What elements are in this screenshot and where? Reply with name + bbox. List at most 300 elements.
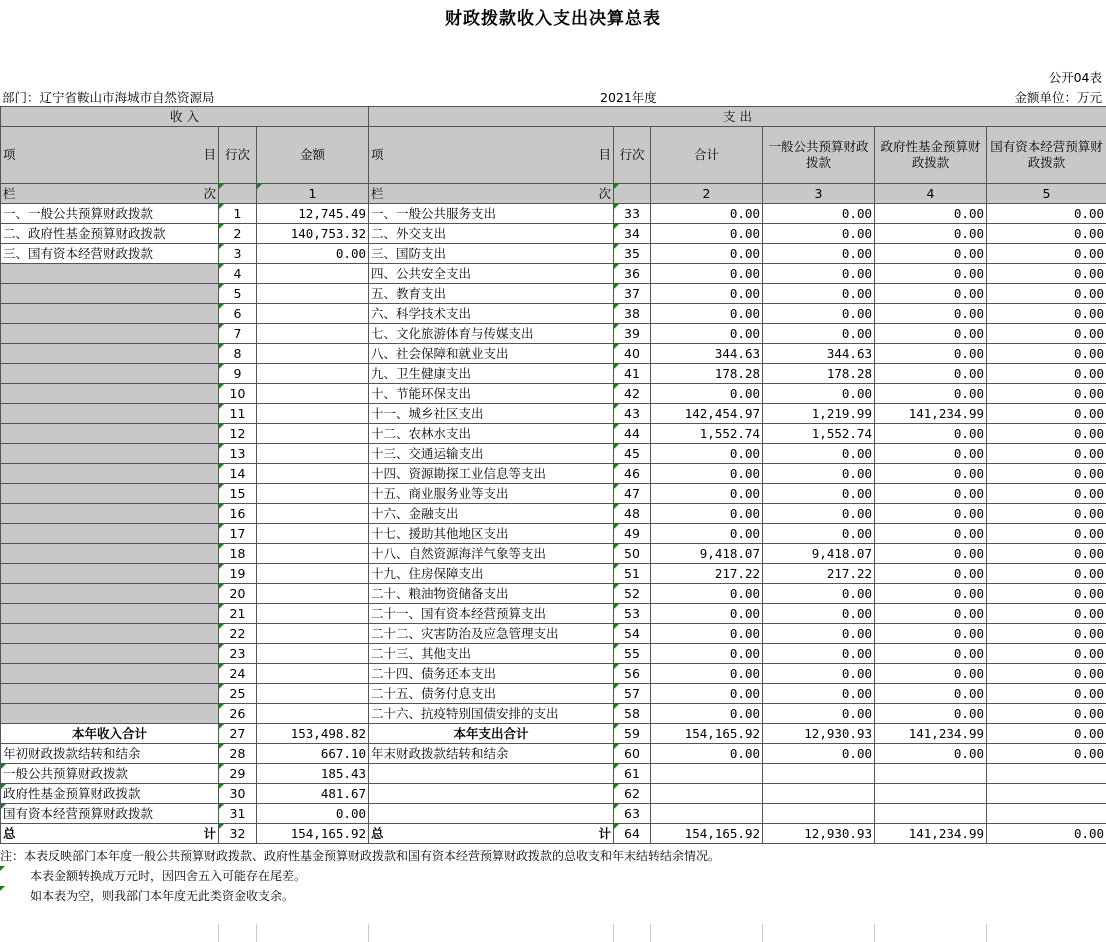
income-amount	[257, 464, 369, 484]
expense-row-number: 52	[614, 584, 651, 604]
note-2: 本表金额转换成万元时，因四舍五入可能存在尾差。	[0, 866, 720, 886]
fund-budget-amount	[875, 804, 987, 824]
expense-row-number: 63	[614, 804, 651, 824]
expense-row-number: 44	[614, 424, 651, 444]
budget-table	[0, 106, 1106, 844]
expense-row-number: 41	[614, 364, 651, 384]
page-title: 财政拨款收入支出决算总表	[445, 9, 661, 29]
table-row	[1, 224, 1106, 244]
state-capital-amount: 0.00	[987, 244, 1106, 264]
income-amount	[257, 444, 369, 464]
income-item	[1, 404, 219, 424]
general-budget-amount: 0.00	[763, 384, 875, 404]
income-row-number: 12	[219, 424, 257, 444]
income-item	[1, 584, 219, 604]
header-row-sections	[1, 107, 1106, 127]
expense-section-header: 支 出	[369, 107, 1106, 127]
state-capital-amount: 0.00	[987, 724, 1106, 744]
table-row	[1, 784, 1106, 804]
expense-item-header: 项 目	[369, 127, 614, 184]
expense-item: 二十四、债务还本支出	[369, 664, 614, 684]
expense-item: 二十六、抗疫特别国债安排的支出	[369, 704, 614, 724]
income-item: 一般公共预算财政拨款	[1, 764, 219, 784]
income-amount	[257, 404, 369, 424]
state-capital-amount: 0.00	[987, 264, 1106, 284]
total-amount: 0.00	[651, 284, 763, 304]
total-amount: 0.00	[651, 664, 763, 684]
state-capital-amount: 0.00	[987, 544, 1106, 564]
table-row	[1, 264, 1106, 284]
income-row-number: 14	[219, 464, 257, 484]
fund-budget-amount: 0.00	[875, 464, 987, 484]
general-budget-amount: 0.00	[763, 584, 875, 604]
total-amount: 154,165.92	[651, 724, 763, 744]
income-item	[1, 324, 219, 344]
expense-item: 十一、城乡社区支出	[369, 404, 614, 424]
income-amount: 12,745.49	[257, 204, 369, 224]
fund-budget-amount: 141,234.99	[875, 404, 987, 424]
total-header: 合计	[651, 127, 763, 184]
income-row-number: 18	[219, 544, 257, 564]
total-amount: 0.00	[651, 324, 763, 344]
income-section-header: 收 入	[1, 107, 369, 127]
income-item	[1, 424, 219, 444]
income-amount: 185.43	[257, 764, 369, 784]
income-row-number: 13	[219, 444, 257, 464]
total-amount: 0.00	[651, 224, 763, 244]
general-budget-amount: 0.00	[763, 204, 875, 224]
table-row	[1, 284, 1106, 304]
income-item: 一、一般公共预算财政拨款	[1, 204, 219, 224]
fund-budget-amount: 0.00	[875, 304, 987, 324]
grand-total-row	[1, 824, 1106, 844]
income-row-number: 19	[219, 564, 257, 584]
income-row-number: 20	[219, 584, 257, 604]
table-row	[1, 624, 1106, 644]
income-amount	[257, 664, 369, 684]
table-row	[1, 324, 1106, 344]
note-3: 如本表为空，则我部门本年度无此类资金收支余。	[0, 886, 720, 906]
income-amount	[257, 564, 369, 584]
state-capital-amount: 0.00	[987, 304, 1106, 324]
expense-item: 十四、资源勘探工业信息等支出	[369, 464, 614, 484]
expense-item: 年末财政拨款结转和结余	[369, 744, 614, 764]
state-capital-amount: 0.00	[987, 484, 1106, 504]
fund-budget-amount: 0.00	[875, 644, 987, 664]
general-budget-amount: 0.00	[763, 504, 875, 524]
income-item	[1, 464, 219, 484]
expense-item	[369, 764, 614, 784]
expense-item	[369, 784, 614, 804]
general-budget-amount: 1,219.99	[763, 404, 875, 424]
total-amount: 0.00	[651, 684, 763, 704]
fund-budget-header: 政府性基金预算财政拨款	[875, 127, 987, 184]
table-row	[1, 684, 1106, 704]
income-amount	[257, 484, 369, 504]
expense-row-number: 56	[614, 664, 651, 684]
general-budget-amount: 0.00	[763, 224, 875, 244]
fund-budget-amount	[875, 764, 987, 784]
income-row-number: 30	[219, 784, 257, 804]
income-amount	[257, 624, 369, 644]
expense-row-number: 38	[614, 304, 651, 324]
table-row	[1, 704, 1106, 724]
fund-budget-amount: 141,234.99	[875, 724, 987, 744]
total-amount: 0.00	[651, 304, 763, 324]
table-row	[1, 304, 1106, 324]
total-amount: 0.00	[651, 604, 763, 624]
grid-tail	[0, 924, 1106, 942]
table-row	[1, 424, 1106, 444]
income-item	[1, 544, 219, 564]
expense-item: 七、文化旅游体育与传媒支出	[369, 324, 614, 344]
income-item	[1, 344, 219, 364]
general-budget-amount: 178.28	[763, 364, 875, 384]
general-budget-amount: 9,418.07	[763, 544, 875, 564]
table-row	[1, 464, 1106, 484]
income-amount	[257, 504, 369, 524]
state-capital-amount: 0.00	[987, 824, 1106, 844]
total-amount: 217.22	[651, 564, 763, 584]
notes	[0, 846, 720, 906]
income-item	[1, 664, 219, 684]
expense-item: 三、国防支出	[369, 244, 614, 264]
general-budget-amount: 0.00	[763, 484, 875, 504]
state-capital-amount: 0.00	[987, 364, 1106, 384]
income-row-number: 17	[219, 524, 257, 544]
income-item	[1, 704, 219, 724]
expense-item: 四、公共安全支出	[369, 264, 614, 284]
general-budget-amount: 0.00	[763, 444, 875, 464]
state-capital-amount: 0.00	[987, 344, 1106, 364]
state-capital-amount: 0.00	[987, 384, 1106, 404]
expense-row-number: 35	[614, 244, 651, 264]
income-row-number: 4	[219, 264, 257, 284]
expense-item: 十五、商业服务业等支出	[369, 484, 614, 504]
general-budget-amount: 0.00	[763, 704, 875, 724]
state-capital-amount: 0.00	[987, 424, 1106, 444]
state-capital-amount: 0.00	[987, 444, 1106, 464]
fund-budget-amount: 0.00	[875, 484, 987, 504]
general-budget-header: 一般公共预算财政拨款	[763, 127, 875, 184]
income-amount	[257, 644, 369, 664]
expense-row-number: 42	[614, 384, 651, 404]
income-item	[1, 504, 219, 524]
income-rowno-header: 行次	[219, 127, 257, 184]
income-item	[1, 384, 219, 404]
fund-budget-amount: 0.00	[875, 364, 987, 384]
expense-row-number: 59	[614, 724, 651, 744]
expense-row-number: 43	[614, 404, 651, 424]
general-budget-amount: 217.22	[763, 564, 875, 584]
expense-row-number: 46	[614, 464, 651, 484]
table-row	[1, 484, 1106, 504]
total-amount: 1,552.74	[651, 424, 763, 444]
general-budget-amount: 12,930.93	[763, 724, 875, 744]
income-row-number: 8	[219, 344, 257, 364]
general-budget-amount: 0.00	[763, 684, 875, 704]
general-budget-amount	[763, 784, 875, 804]
state-capital-amount: 0.00	[987, 404, 1106, 424]
income-item-header: 项 目	[1, 127, 219, 184]
total-amount	[651, 784, 763, 804]
note-1: 注：本表反映部门本年度一般公共预算财政拨款、政府性基金预算财政拨款和国有资本经营预算财政拨款的总收支和年末结转结余情况。	[0, 849, 721, 863]
expense-item: 十七、援助其他地区支出	[369, 524, 614, 544]
table-row	[1, 344, 1106, 364]
income-row-number: 22	[219, 624, 257, 644]
general-budget-amount	[763, 804, 875, 824]
fund-budget-amount: 0.00	[875, 244, 987, 264]
table-row	[1, 644, 1106, 664]
fund-budget-amount: 0.00	[875, 684, 987, 704]
general-budget-amount: 344.63	[763, 344, 875, 364]
income-row-number: 32	[219, 824, 257, 844]
header-row-columns	[1, 127, 1106, 184]
state-capital-amount: 0.00	[987, 684, 1106, 704]
expense-row-number: 36	[614, 264, 651, 284]
income-amount	[257, 324, 369, 344]
fund-budget-amount: 0.00	[875, 444, 987, 464]
income-row-number: 5	[219, 284, 257, 304]
income-row-number: 1	[219, 204, 257, 224]
expense-item: 十二、农林水支出	[369, 424, 614, 444]
expense-row-number: 48	[614, 504, 651, 524]
expense-item	[369, 804, 614, 824]
expense-row-number: 61	[614, 764, 651, 784]
total-amount: 0.00	[651, 584, 763, 604]
unit-label: 金额单位：万元	[1014, 90, 1102, 105]
income-amount	[257, 684, 369, 704]
fund-budget-amount: 0.00	[875, 544, 987, 564]
income-amount: 0.00	[257, 244, 369, 264]
expense-item: 十九、住房保障支出	[369, 564, 614, 584]
income-item	[1, 444, 219, 464]
total-amount: 0.00	[651, 704, 763, 724]
table-row	[1, 764, 1106, 784]
expense-row-number: 60	[614, 744, 651, 764]
total-amount: 0.00	[651, 504, 763, 524]
expense-item: 二十二、灾害防治及应急管理支出	[369, 624, 614, 644]
expense-item: 二十五、债务付息支出	[369, 684, 614, 704]
income-item: 三、国有资本经营财政拨款	[1, 244, 219, 264]
state-capital-amount: 0.00	[987, 224, 1106, 244]
income-row-number: 27	[219, 724, 257, 744]
expense-row-number: 39	[614, 324, 651, 344]
table-row	[1, 564, 1106, 584]
general-budget-amount: 0.00	[763, 304, 875, 324]
general-budget-amount: 0.00	[763, 604, 875, 624]
general-budget-amount: 0.00	[763, 324, 875, 344]
income-item: 政府性基金预算财政拨款	[1, 784, 219, 804]
expense-row-number: 47	[614, 484, 651, 504]
fund-budget-amount: 0.00	[875, 344, 987, 364]
total-amount: 0.00	[651, 264, 763, 284]
total-amount: 0.00	[651, 524, 763, 544]
fund-budget-amount: 0.00	[875, 744, 987, 764]
expense-row-number: 51	[614, 564, 651, 584]
total-amount: 0.00	[651, 204, 763, 224]
total-amount: 0.00	[651, 624, 763, 644]
state-capital-amount	[987, 764, 1106, 784]
expense-row-number: 54	[614, 624, 651, 644]
income-item	[1, 524, 219, 544]
fund-budget-amount: 0.00	[875, 524, 987, 544]
total-amount: 344.63	[651, 344, 763, 364]
income-item	[1, 484, 219, 504]
state-capital-amount: 0.00	[987, 604, 1106, 624]
total-amount: 0.00	[651, 744, 763, 764]
income-amount: 140,753.32	[257, 224, 369, 244]
income-item: 本年收入合计	[1, 724, 219, 744]
total-amount: 154,165.92	[651, 824, 763, 844]
total-amount: 0.00	[651, 244, 763, 264]
state-capital-amount: 0.00	[987, 704, 1106, 724]
income-row-number: 24	[219, 664, 257, 684]
state-capital-header: 国有资本经营预算财政拨款	[987, 127, 1106, 184]
state-capital-amount: 0.00	[987, 464, 1106, 484]
income-row-number: 6	[219, 304, 257, 324]
income-amount	[257, 704, 369, 724]
fund-budget-amount: 0.00	[875, 504, 987, 524]
income-amount	[257, 544, 369, 564]
income-amount	[257, 384, 369, 404]
income-amount	[257, 284, 369, 304]
table-row	[1, 504, 1106, 524]
general-budget-amount: 0.00	[763, 624, 875, 644]
income-row-number: 3	[219, 244, 257, 264]
general-budget-amount: 0.00	[763, 744, 875, 764]
table-row	[1, 604, 1106, 624]
state-capital-amount	[987, 784, 1106, 804]
table-row	[1, 744, 1106, 764]
fund-budget-amount	[875, 784, 987, 804]
expense-row-number: 55	[614, 644, 651, 664]
income-amount	[257, 344, 369, 364]
state-capital-amount	[987, 804, 1106, 824]
income-row-number: 26	[219, 704, 257, 724]
income-amount	[257, 264, 369, 284]
table-row	[1, 244, 1106, 264]
table-row	[1, 364, 1106, 384]
expense-row-number: 40	[614, 344, 651, 364]
income-item	[1, 284, 219, 304]
fund-budget-amount: 0.00	[875, 664, 987, 684]
income-row-number: 31	[219, 804, 257, 824]
income-row-number: 16	[219, 504, 257, 524]
expense-item: 十八、自然资源海洋气象等支出	[369, 544, 614, 564]
expense-rowno-header: 行次	[614, 127, 651, 184]
general-budget-amount	[763, 764, 875, 784]
total-amount	[651, 804, 763, 824]
expense-row-number: 62	[614, 784, 651, 804]
total-amount: 0.00	[651, 444, 763, 464]
total-amount: 0.00	[651, 484, 763, 504]
expense-item: 十三、交通运输支出	[369, 444, 614, 464]
state-capital-amount: 0.00	[987, 204, 1106, 224]
income-amount	[257, 364, 369, 384]
state-capital-amount: 0.00	[987, 324, 1106, 344]
state-capital-amount: 0.00	[987, 564, 1106, 584]
expense-item: 一、一般公共服务支出	[369, 204, 614, 224]
fund-budget-amount: 0.00	[875, 704, 987, 724]
table-row	[1, 544, 1106, 564]
income-row-number: 2	[219, 224, 257, 244]
table-row	[1, 804, 1106, 824]
general-budget-amount: 0.00	[763, 524, 875, 544]
expense-item: 九、卫生健康支出	[369, 364, 614, 384]
expense-item: 本年支出合计	[369, 724, 614, 744]
total-amount: 9,418.07	[651, 544, 763, 564]
total-amount	[651, 764, 763, 784]
fund-budget-amount: 0.00	[875, 564, 987, 584]
table-row	[1, 584, 1106, 604]
header-row-index: 栏 次 1 栏 次 2 3 4 5	[1, 184, 1106, 204]
income-row-number: 10	[219, 384, 257, 404]
income-row-number: 23	[219, 644, 257, 664]
general-budget-amount: 0.00	[763, 664, 875, 684]
income-amount	[257, 584, 369, 604]
fund-budget-amount: 0.00	[875, 384, 987, 404]
table-code: 公开04表	[1048, 70, 1102, 85]
income-item: 国有资本经营预算财政拨款	[1, 804, 219, 824]
income-amount	[257, 424, 369, 444]
income-item	[1, 264, 219, 284]
fund-budget-amount: 0.00	[875, 224, 987, 244]
fund-budget-amount: 0.00	[875, 624, 987, 644]
state-capital-amount: 0.00	[987, 284, 1106, 304]
income-item	[1, 624, 219, 644]
state-capital-amount: 0.00	[987, 624, 1106, 644]
expense-row-number: 45	[614, 444, 651, 464]
income-item	[1, 684, 219, 704]
income-grand-total-label: 总 计	[1, 824, 219, 844]
general-budget-amount: 0.00	[763, 264, 875, 284]
income-item	[1, 364, 219, 384]
general-budget-amount: 1,552.74	[763, 424, 875, 444]
expense-row-number: 49	[614, 524, 651, 544]
fund-budget-amount: 0.00	[875, 284, 987, 304]
table-row	[1, 444, 1106, 464]
income-row-number: 25	[219, 684, 257, 704]
general-budget-amount: 0.00	[763, 464, 875, 484]
income-row-number: 7	[219, 324, 257, 344]
expense-row-number: 50	[614, 544, 651, 564]
income-amount-header: 金额	[257, 127, 369, 184]
income-row-number: 11	[219, 404, 257, 424]
expense-row-number: 58	[614, 704, 651, 724]
fund-budget-amount: 0.00	[875, 424, 987, 444]
expense-row-number: 34	[614, 224, 651, 244]
state-capital-amount: 0.00	[987, 584, 1106, 604]
table-row	[1, 404, 1106, 424]
total-amount: 0.00	[651, 644, 763, 664]
general-budget-amount: 0.00	[763, 244, 875, 264]
total-amount: 178.28	[651, 364, 763, 384]
income-row-number: 29	[219, 764, 257, 784]
income-row-number: 9	[219, 364, 257, 384]
fund-budget-amount: 0.00	[875, 604, 987, 624]
income-item: 年初财政拨款结转和结余	[1, 744, 219, 764]
expense-item: 六、科学技术支出	[369, 304, 614, 324]
expense-item: 十、节能环保支出	[369, 384, 614, 404]
expense-item: 二十、粮油物资储备支出	[369, 584, 614, 604]
expense-item: 五、教育支出	[369, 284, 614, 304]
income-item	[1, 564, 219, 584]
income-row-number: 15	[219, 484, 257, 504]
expense-row-number: 37	[614, 284, 651, 304]
income-amount	[257, 524, 369, 544]
income-amount: 481.67	[257, 784, 369, 804]
